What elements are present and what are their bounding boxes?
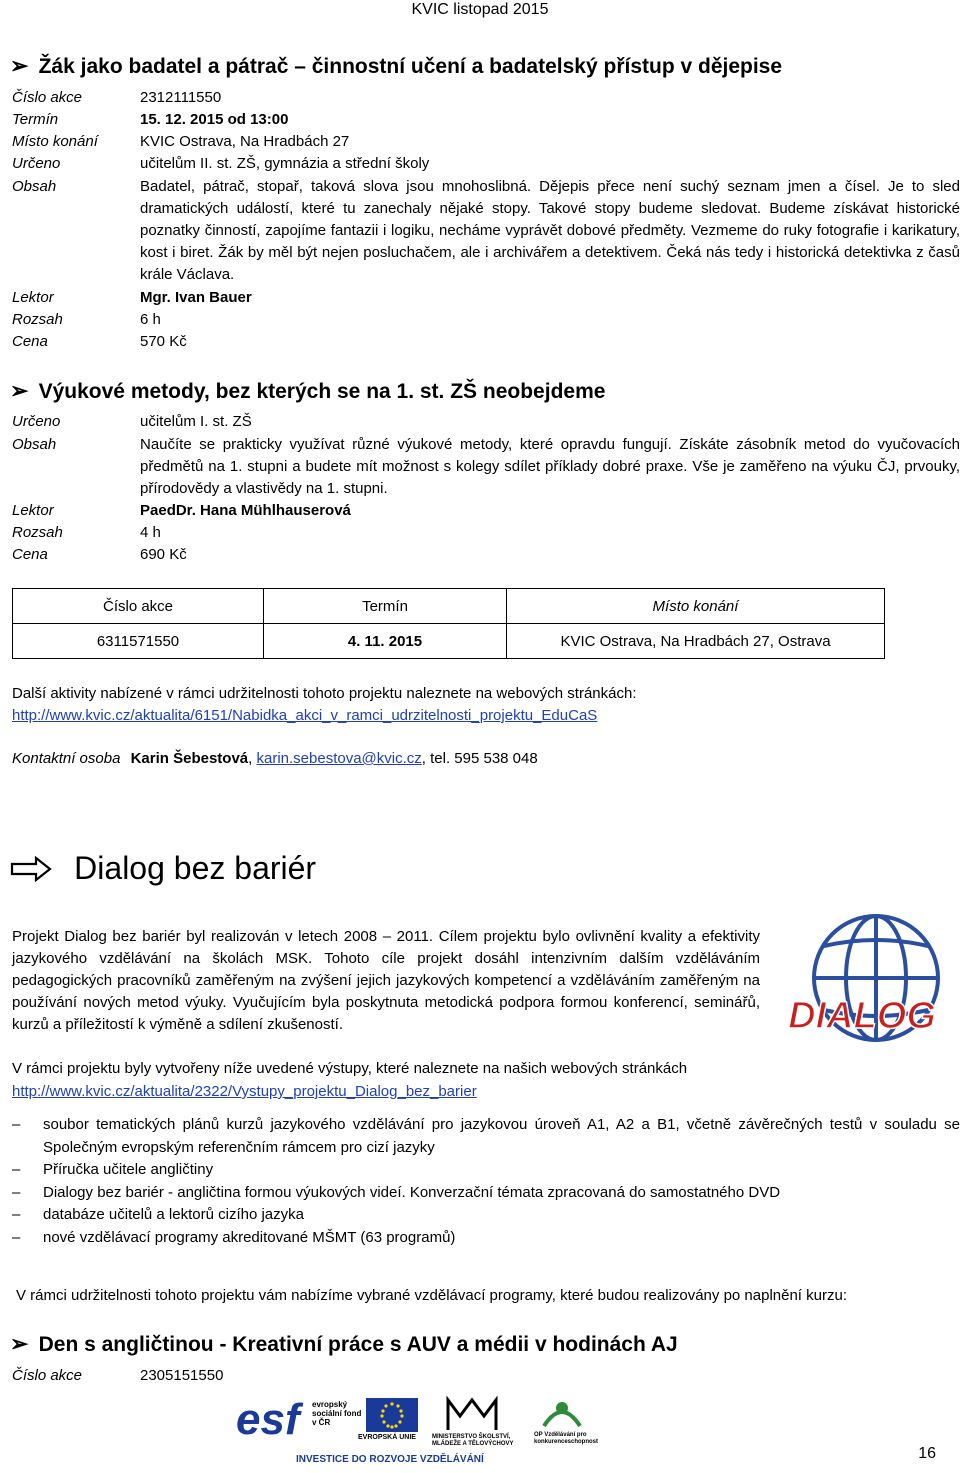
arrow-bullet-icon: ➢	[10, 378, 29, 403]
arrow-bullet-icon: ➢	[10, 1331, 29, 1356]
eu-text: EVROPSKÁ UNIE	[358, 1434, 416, 1441]
course2-heading	[10, 378, 605, 405]
table-header-termin: Termín	[264, 589, 507, 624]
course1-heading	[10, 53, 782, 80]
course2-obsah-text: Naučíte se prakticky využívat různé výukové metody, které opravdu fungují. Získáte zásobník metod do vyučovacích předmětů na 1. stupni a budete mít možnost s kolegy sdílet příklady dobré praxe. Vše je zaměřeno na výuku ČJ, prvouky, přírodovědy a vlastivědy na 1. stupni.	[140, 436, 960, 497]
more-activities-link[interactable]: http://www.kvic.cz/aktualita/6151/Nabidka_akci_v_ramci_udrzitelnosti_projektu_EduCaS	[12, 707, 598, 724]
dialog-output-list	[12, 1114, 960, 1249]
contact-row: Kontaktní osoba Karin Šebestová, karin.sebestova@kvic.cz, tel. 595 538 048	[12, 750, 538, 767]
dialog-paragraph-2: V rámci projektu byly vytvořeny níže uvedené výstupy, které naleznete na našich webových stránkách	[12, 1060, 688, 1077]
esf-logo: esf	[236, 1395, 300, 1444]
table-header-cislo: Číslo akce	[13, 589, 264, 624]
globe-icon	[778, 906, 950, 1046]
esf-text: evropský sociální fond v ČR	[312, 1400, 362, 1427]
op-logo-icon	[540, 1396, 584, 1430]
dialog-title: Dialog bez bariér	[74, 850, 317, 886]
table-cell-misto: KVIC Ostrava, Na Hradbách 27, Ostrava	[507, 624, 885, 659]
list-item: – databáze učitelů a lektorů cizího jazyka	[12, 1204, 960, 1227]
page-number: 16	[918, 1445, 936, 1462]
outline-arrow-icon	[10, 856, 54, 882]
offer-text: V rámci udržitelnosti tohoto projektu vám nabízíme vybrané vzdělávací programy, které budou realizovány po naplnění kurzu:	[16, 1287, 847, 1304]
svg-text:DIALOG: DIALOG	[788, 995, 936, 1037]
dialog-paragraph-1: Projekt Dialog bez bariér byl realizován v letech 2008 – 2011. Cílem projektu bylo ovlivnění kvality a efektivity jazykového vzdělávání na školách MSK. Tohoto cíle projekt dosáhl intenzivním dalším vzděláváním pedagogických pracovníků zaměřeným na zvýšení jejich jazykových kompetencí a vzděláváním zaměřeným na používání nových metod výuky. Vyučujícím byla poskytnuta metodická podpora formou konferencí, seminářů, kurzů a příležitostí k výměně a sdílení zkušeností.	[12, 928, 760, 1033]
dialog-heading	[10, 850, 316, 887]
course-info-table	[12, 588, 885, 659]
list-item: – nové vzdělávací programy akreditované MŠMT (63 programů)	[12, 1227, 960, 1250]
table-cell-termin: 4. 11. 2015	[264, 624, 507, 659]
msmt-text: MINISTERSTVO ŠKOLSTVÍ, MLÁDEŽE A TĚLOVÝCHOVY	[432, 1434, 514, 1447]
footer-logos	[236, 1394, 616, 1470]
arrow-bullet-icon: ➢	[10, 53, 29, 78]
more-activities-text: Další aktivity nabízené v rámci udržitelnosti tohoto projektu naleznete na webových stránkách:	[12, 685, 637, 702]
dialog-link[interactable]: http://www.kvic.cz/aktualita/2322/Vystupy_projektu_Dialog_bez_barier	[12, 1083, 477, 1100]
course1-obsah-text: Badatel, pátrač, stopař, taková slova jsou mnohoslibná. Dějepis přece není suchý seznam jmen a čísel. Je to sled dramatických událostí, které tu zanechaly nějaké stopy. Takové stopy budeme sledovat. Budeme získávat historické poznatky činností, zapojíme fantazii i logiku, necháme vyprávět dobové předměty. Vezmeme do ruky fotografie i karikatury, kost i biret. Žák by měl být nejen posluchačem, ale i archivářem a detektivem. Čeká nás tedy i historická detektivka z časů krále Václava.	[140, 178, 960, 283]
list-item: – Příručka učitele angličtiny	[12, 1159, 960, 1182]
course3-heading	[10, 1331, 678, 1358]
table-cell-cislo: 6311571550	[13, 624, 264, 659]
course3-title: Den s angličtinou - Kreativní práce s AUV a médii v hodinách AJ	[38, 1333, 678, 1356]
msmt-logo-icon	[444, 1394, 500, 1434]
op-text: OP Vzdělávání pro konkurenceschopnost	[534, 1432, 599, 1445]
course2-title: Výukové metody, bez kterých se na 1. st. ZŠ neobejdeme	[38, 380, 606, 403]
contact-email-link[interactable]: karin.sebestova@kvic.cz	[256, 750, 422, 767]
list-item: – Dialogy bez bariér - angličtina formou výukových videí. Konverzační témata zpracovaná do samostatného DVD	[12, 1182, 960, 1205]
page-header: KVIC listopad 2015	[411, 1, 549, 18]
contact-label: Kontaktní osoba	[12, 750, 121, 767]
contact-tel: , tel. 595 538 048	[421, 750, 538, 767]
contact-name: Karin Šebestová	[130, 750, 249, 767]
dialog-logo	[778, 906, 950, 1046]
eu-flag-icon	[366, 1398, 418, 1432]
table-header-misto: Místo konání	[507, 589, 885, 624]
course1-title: Žák jako badatel a pátrač – činnostní učení a badatelský přístup v dějepise	[38, 55, 783, 78]
footer-slogan: INVESTICE DO ROZVOJE VZDĚLÁVÁNÍ	[296, 1454, 484, 1465]
list-item: – soubor tematických plánů kurzů jazykového vzdělávání pro jazykovou úroveň A1, A2 a B1, včetně závěrečných testů v souladu se Společným evropským referenčním rámcem pro cizí jazyky	[12, 1114, 960, 1159]
